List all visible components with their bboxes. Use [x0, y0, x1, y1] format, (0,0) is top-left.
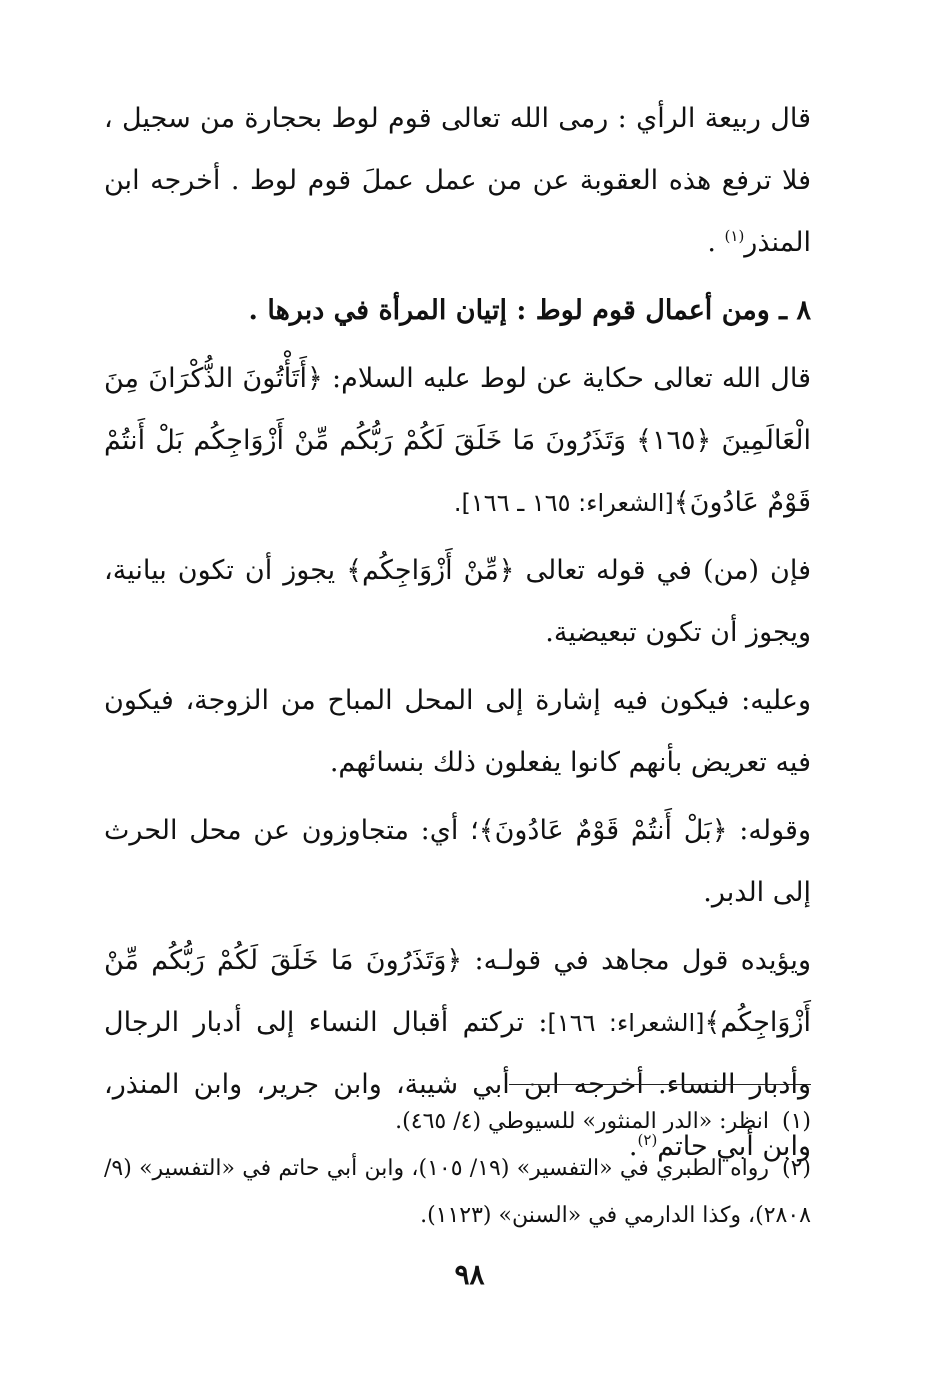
paragraph-text: قال ربيعة الرأي : رمى الله تعالى قوم لوط بحجارة من سجيل ، فلا ترفع هذه العقوبة عن من عمل عملَ قوم لوط . أخرجه ابن المنذر: [104, 103, 811, 258]
quran-verse: ﴿بَلْ أَنتُمْ قَوْمٌ عَادُونَ﴾: [478, 815, 728, 846]
footnotes: [104, 1098, 811, 1239]
paragraph-quran-verse: [104, 348, 811, 534]
paragraph-text: ؛ أي: متجاوزون عن محل الحرث إلى الدبر.: [104, 815, 811, 908]
footnote-ref-2[interactable]: (٢): [637, 1131, 658, 1149]
page-number: ٩٨: [454, 1258, 485, 1291]
paragraph-text: يجوز أن تكون بيانية، ويجوز أن تكون تبعيضية.: [104, 555, 811, 648]
surah-citation: [الشعراء: ١٦٦]: [547, 1009, 705, 1037]
footnote-text: رواه الطبري في «التفسير» (١٩/ ١٠٥)، وابن أبي حاتم في «التفسير» (٩/ ٢٨٠٨)، وكذا الدارمي في «السنن» (١١٢٣).: [104, 1156, 811, 1228]
footnote-separator: [509, 1084, 811, 1085]
quran-verse: ﴿أَتَأْتُونَ الذُّكْرَانَ مِنَ الْعَالَمِينَ ﴿١٦٥﴾ وَتَذَرُونَ مَا خَلَقَ لَكُمْ رَبُّكُم مِّنْ أَزْوَاجِكُم بَلْ أَنتُمْ قَوْمٌ عَادُونَ﴾: [104, 363, 811, 518]
section-heading: ٨ ـ ومن أعمال قوم لوط : إتيان المرأة في دبرها .: [248, 295, 811, 326]
footnote-number: (٢): [782, 1156, 812, 1181]
footnote-1: [104, 1098, 811, 1145]
paragraph-min-meaning: [104, 540, 811, 664]
paragraph-text: قال الله تعالى حكاية عن لوط عليه السلام:: [322, 363, 811, 394]
paragraph-text: : تركتم أقبال النساء إلى أدبار الرجال وأدبار النساء. أخرجه ابن أبي شيبة، وابن جرير، وابن المنذر، وابن أبي حاتم: [104, 1007, 811, 1162]
paragraph-end: .: [707, 227, 725, 258]
quran-verse: ﴿مِّنْ أَزْوَاجِكُم﴾: [346, 555, 515, 586]
paragraph-alayh: وعليه: فيكون فيه إشارة إلى المحل المباح من الزوجة، فيكون فيه تعريض بأنهم كانوا يفعلون ذلك بنسائهم.: [104, 685, 811, 778]
footnote-number: (١): [781, 1109, 811, 1134]
main-text: [104, 88, 811, 1184]
surah-citation: [الشعراء: ١٦٥ ـ ١٦٦].: [453, 489, 674, 517]
paragraph-end: .: [628, 1131, 638, 1162]
quran-verse: ﴿وَتَذَرُونَ مَا خَلَقَ لَكُمْ رَبُّكُم مِّنْ أَزْوَاجِكُم﴾: [104, 945, 811, 1038]
paragraph-rabia: [104, 88, 811, 274]
paragraph-text: فإن (من) في قوله تعالى: [514, 555, 811, 586]
footnote-ref-1[interactable]: (١): [724, 227, 745, 245]
paragraph-text: وقوله:: [727, 815, 811, 846]
paragraph-wa-qawluh: [104, 800, 811, 924]
footnote-2: [104, 1145, 811, 1239]
footnote-text: انظر: «الدر المنثور» للسيوطي (٤/ ٤٦٥).: [395, 1109, 769, 1134]
paragraph-text: ويؤيده قول مجاهد في قولـه:: [462, 945, 811, 976]
